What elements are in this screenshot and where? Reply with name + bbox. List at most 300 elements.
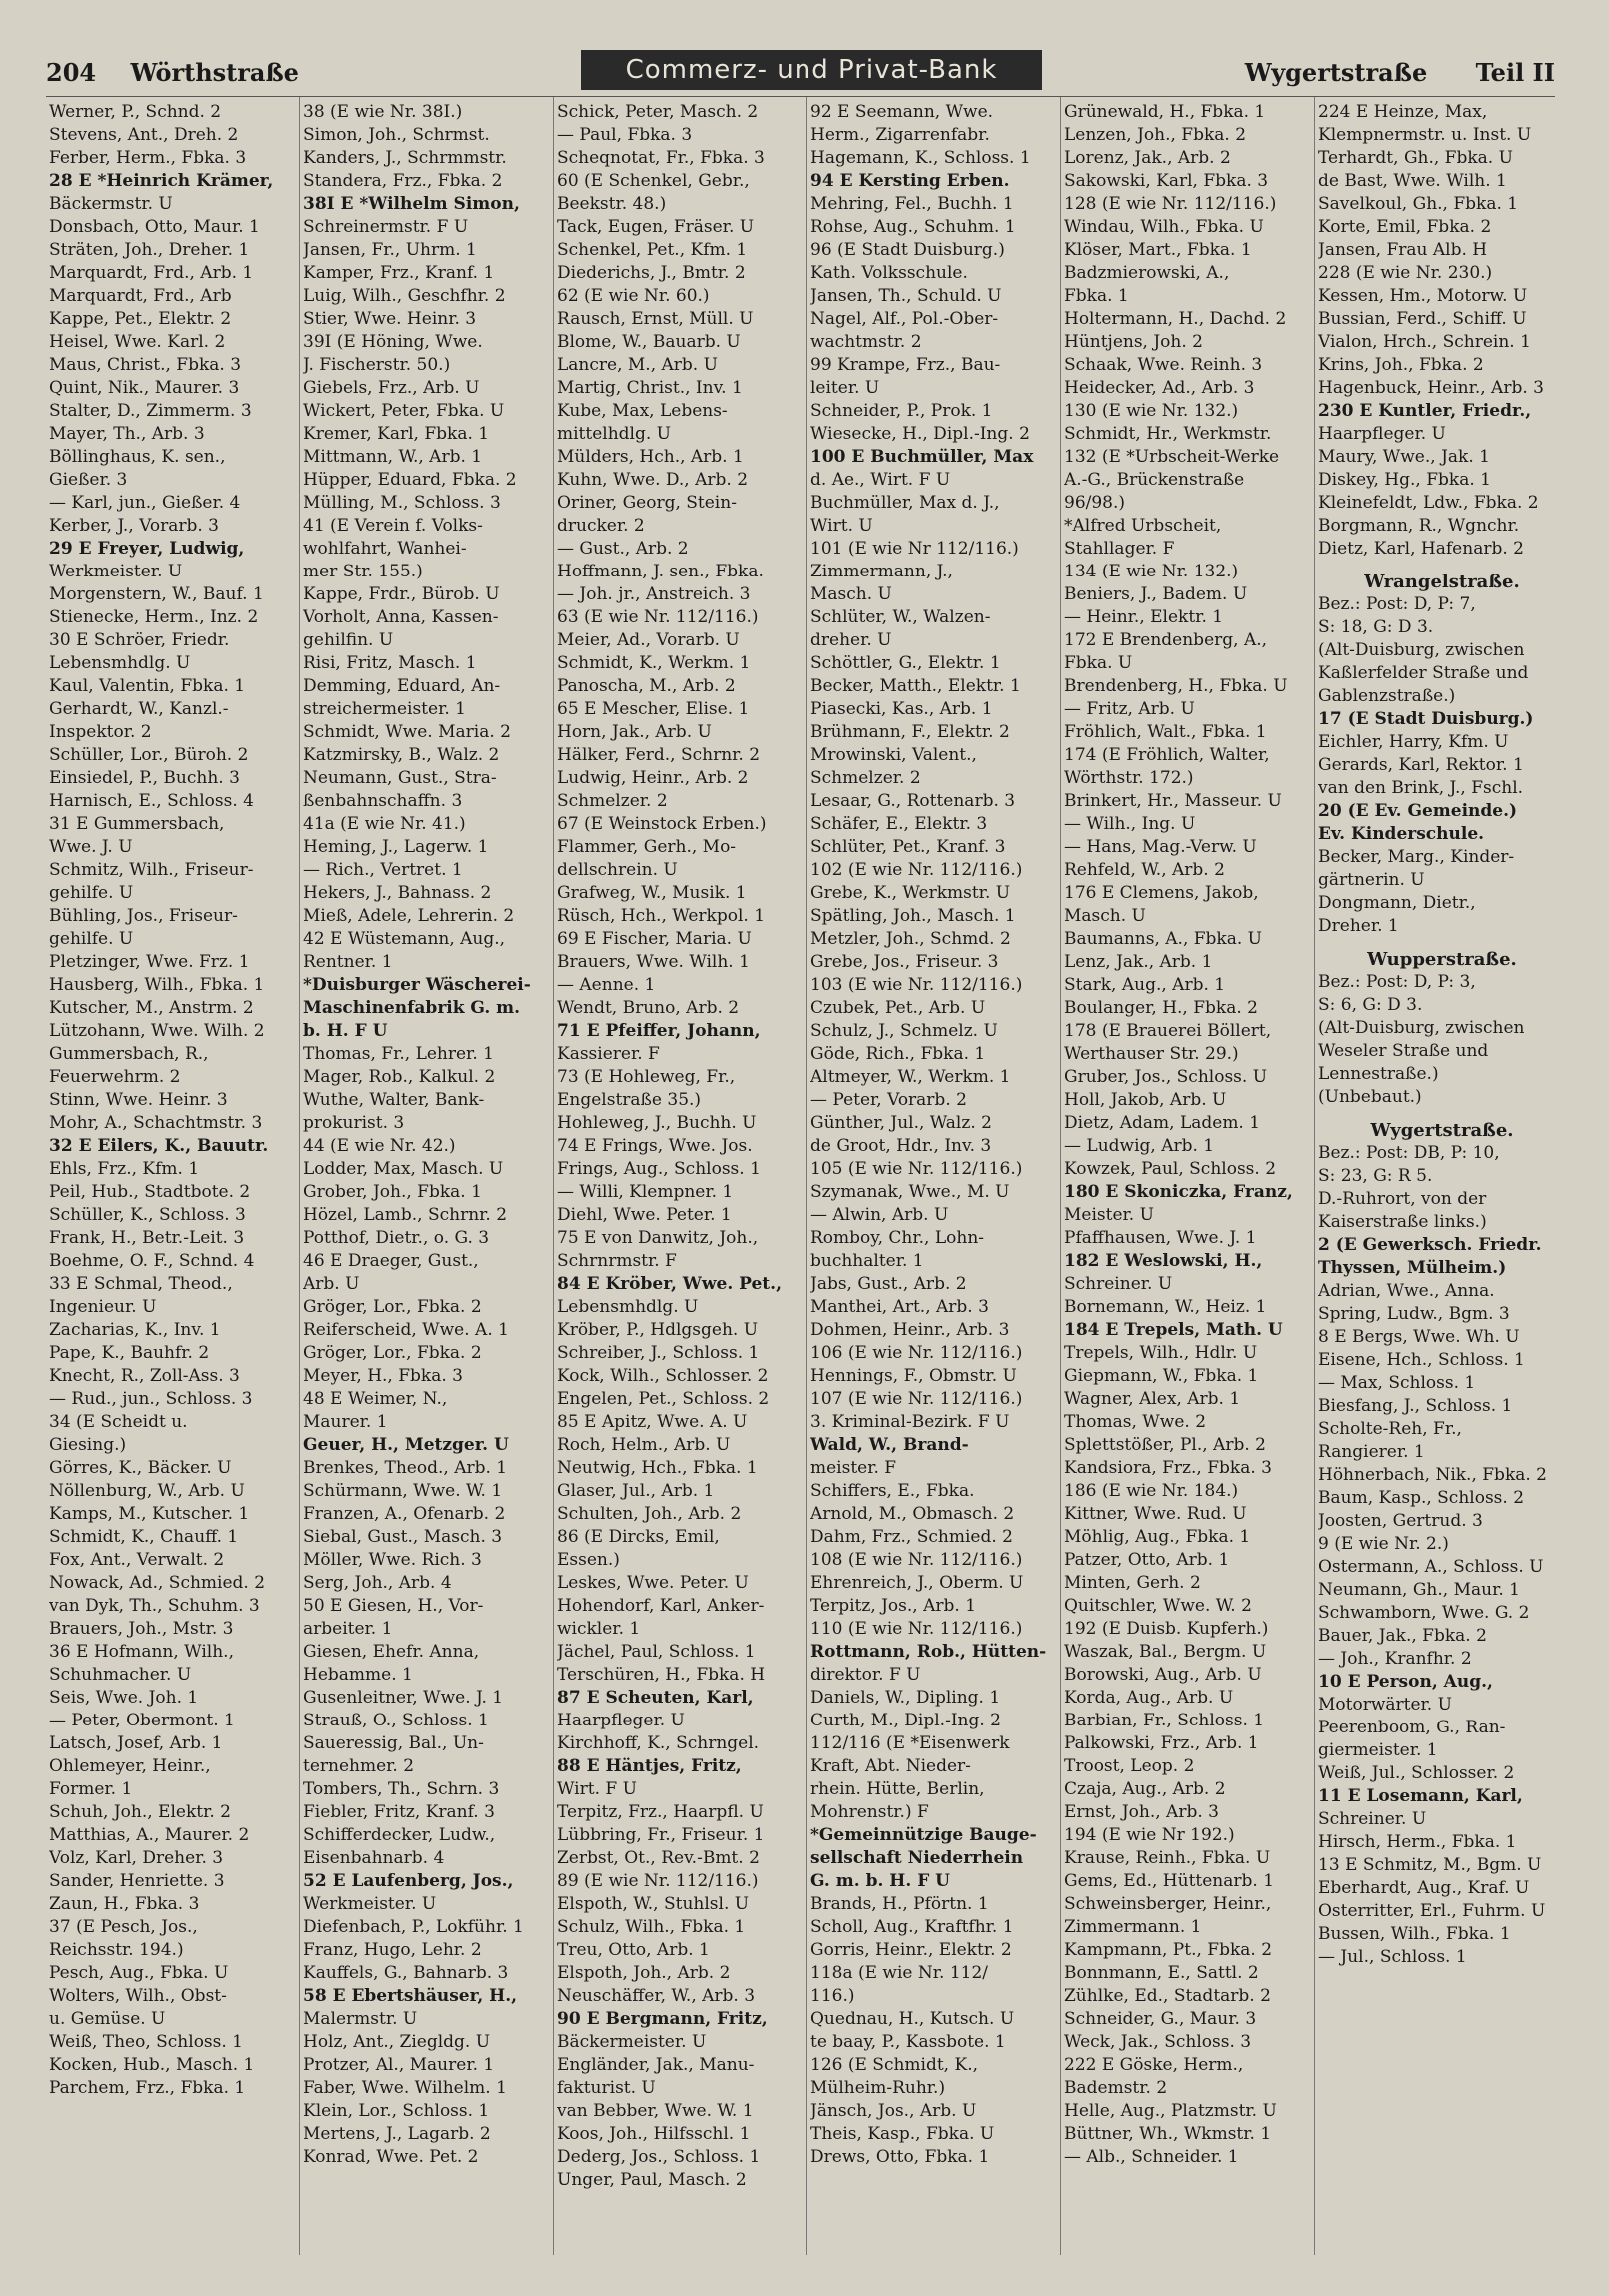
directory-entry: Giebels, Frz., Arb. U <box>303 378 480 398</box>
directory-entry: Czaja, Aug., Arb. 2 <box>1064 1779 1226 1799</box>
directory-entry: Maus, Christ., Fbka. 3 <box>49 355 242 375</box>
directory-entry: Korte, Emil, Fbka. 2 <box>1318 217 1492 237</box>
directory-entry: Schüller, K., Schloss. 3 <box>49 1205 246 1225</box>
directory-entry: giermeister. 1 <box>1318 1740 1438 1760</box>
directory-entry: Schmidt, K., Chauff. 1 <box>49 1527 239 1547</box>
directory-entry: Bez.: Post: DB, P: 10, <box>1318 1143 1500 1163</box>
directory-entry: — Aenne. 1 <box>557 975 656 995</box>
directory-entry: Mehring, Fel., Buchh. 1 <box>810 194 1014 214</box>
directory-entry: prokurist. 3 <box>303 1113 405 1133</box>
directory-entry: Bonnmann, E., Sattl. 2 <box>1064 1963 1259 1983</box>
directory-entry: b. H. F U <box>303 1021 388 1041</box>
directory-entry: Mertens, J., Lagarb. 2 <box>303 2124 491 2144</box>
directory-entry: Weck, Jak., Schloss. 3 <box>1064 2032 1252 2052</box>
directory-entry: te baay, P., Kassbote. 1 <box>810 2032 1006 2052</box>
directory-entry: 60 (E Schenkel, Gebr., <box>557 171 750 191</box>
directory-entry: Wolters, Wilh., Obst- <box>49 1986 227 2006</box>
directory-entry: Neumann, Gust., Stra- <box>303 768 497 788</box>
directory-entry: Peil, Hub., Stadtbote. 2 <box>49 1182 251 1202</box>
directory-entry: Thyssen, Mülheim.) <box>1318 1258 1507 1278</box>
directory-entry: 63 (E wie Nr. 112/116.) <box>557 607 759 627</box>
directory-entry: J. Fischerstr. 50.) <box>303 355 451 375</box>
directory-entry: Jansen, Th., Schuld. U <box>810 286 1002 306</box>
directory-columns <box>46 97 1569 2255</box>
directory-entry: Hirsch, Herm., Fbka. 1 <box>1318 1832 1517 1852</box>
directory-entry: 107 (E wie Nr. 112/116.) <box>810 1389 1023 1409</box>
directory-entry: 94 E Kersting Erben. <box>810 171 1010 191</box>
directory-entry: Gorris, Heinr., Elektr. 2 <box>810 1940 1012 1960</box>
directory-entry: Wagner, Alex, Arb. 1 <box>1064 1389 1241 1409</box>
directory-entry: Weiß, Jul., Schlosser. 2 <box>1318 1763 1515 1783</box>
directory-entry: — Alwin, Arb. U <box>810 1205 949 1225</box>
directory-entry: Stahllager. F <box>1064 539 1175 559</box>
directory-entry: Beniers, J., Badem. U <box>1064 584 1248 604</box>
directory-entry: *Gemeinnützige Bauge- <box>810 1825 1037 1845</box>
directory-entry: Unger, Paul, Masch. 2 <box>557 2170 747 2190</box>
directory-entry: Elspoth, W., Stuhlsl. U <box>557 1894 750 1914</box>
directory-entry: Kappe, Frdr., Bürob. U <box>303 584 500 604</box>
directory-entry: 42 E Wüstemann, Aug., <box>303 929 506 949</box>
directory-entry: Lancre, M., Arb. U <box>557 355 718 375</box>
directory-entry: Bussian, Ferd., Schiff. U <box>1318 309 1527 329</box>
directory-entry: Kamps, M., Kutscher. 1 <box>49 1504 250 1524</box>
directory-entry: — Heinr., Elektr. 1 <box>1064 607 1224 627</box>
directory-entry: Schmidt, Hr., Werkmstr. <box>1064 424 1272 444</box>
directory-entry: Pfaffhausen, Wwe. J. 1 <box>1064 1228 1257 1248</box>
directory-entry: Höhnerbach, Nik., Fbka. 2 <box>1318 1465 1548 1485</box>
directory-entry: 44 (E wie Nr. 42.) <box>303 1136 456 1156</box>
directory-entry: 20 (E Ev. Gemeinde.) <box>1318 801 1518 821</box>
directory-column <box>300 97 554 2255</box>
directory-entry: Brauers, Wwe. Wilh. 1 <box>557 952 750 972</box>
directory-entry: gehilfe. U <box>49 929 134 949</box>
directory-entry: *Alfred Urbscheit, <box>1064 516 1222 536</box>
directory-entry: — Alb., Schneider. 1 <box>1064 2147 1239 2167</box>
directory-entry: Harnisch, E., Schloss. 4 <box>49 791 254 811</box>
directory-entry: Holz, Ant., Ziegldg. U <box>303 2032 491 2052</box>
directory-entry: 103 (E wie Nr. 112/116.) <box>810 975 1023 995</box>
directory-entry: 186 (E wie Nr. 184.) <box>1064 1481 1239 1501</box>
directory-entry: Biesfang, J., Schloss. 1 <box>1318 1396 1513 1416</box>
directory-entry: Brands, H., Pförtn. 1 <box>810 1894 989 1914</box>
directory-entry: Pesch, Aug., Fbka. U <box>49 1963 229 1983</box>
directory-entry: Saueressig, Bal., Un- <box>303 1733 484 1753</box>
directory-entry: Quitschler, Wwe. W. 2 <box>1064 1596 1252 1616</box>
directory-entry: Schreiner. U <box>1064 1274 1173 1294</box>
directory-entry: 48 E Weimer, N., <box>303 1389 448 1409</box>
directory-entry: Stalter, D., Zimmerm. 3 <box>49 401 252 421</box>
directory-entry: 9 (E wie Nr. 2.) <box>1318 1534 1449 1554</box>
page-header <box>46 50 1555 97</box>
directory-entry: Kandsiora, Frz., Fbka. 3 <box>1064 1458 1272 1478</box>
directory-entry: Zaun, H., Fbka. 3 <box>49 1894 200 1914</box>
directory-entry: 17 (E Stadt Duisburg.) <box>1318 709 1534 729</box>
directory-entry: meister. F <box>810 1458 897 1478</box>
directory-entry: arbeiter. 1 <box>303 1619 393 1639</box>
directory-entry: 52 E Laufenberg, Jos., <box>303 1871 514 1891</box>
directory-entry: Ferber, Herm., Fbka. 3 <box>49 148 247 168</box>
directory-entry: Weseler Straße und <box>1318 1041 1489 1061</box>
directory-entry: Jansen, Fr., Uhrm. 1 <box>303 240 477 260</box>
directory-entry: Schmelzer. 2 <box>810 768 921 788</box>
directory-entry: Schreiber, J., Schloss. 1 <box>557 1343 760 1363</box>
directory-entry: Grafweg, W., Musik. 1 <box>557 883 747 903</box>
directory-entry: 172 E Brendenberg, A., <box>1064 630 1268 650</box>
directory-entry: 37 (E Pesch, Jos., <box>49 1917 198 1937</box>
directory-entry: Lebensmhdlg. U <box>49 653 191 673</box>
directory-entry: Lennestraße.) <box>1318 1064 1439 1084</box>
directory-entry: Mohrenstr.) F <box>810 1802 929 1822</box>
directory-entry: Martig, Christ., Inv. 1 <box>557 378 743 398</box>
directory-entry: Potthof, Dietr., o. G. 3 <box>303 1228 490 1248</box>
directory-entry: 89 (E wie Nr. 112/116.) <box>557 1871 759 1891</box>
directory-entry: Romboy, Chr., Lohn- <box>810 1228 985 1248</box>
directory-entry: Kraft, Abt. Nieder- <box>810 1756 971 1776</box>
directory-entry: 8 E Bergs, Wwe. Wh. U <box>1318 1327 1520 1347</box>
directory-entry: Baumanns, A., Fbka. U <box>1064 929 1262 949</box>
directory-entry: Wald, W., Brand- <box>810 1435 969 1455</box>
directory-entry: Terschüren, H., Fbka. H <box>557 1665 766 1685</box>
directory-entry: Patzer, Otto, Arb. 1 <box>1064 1550 1230 1570</box>
directory-entry: Holtermann, H., Dachd. 2 <box>1064 309 1287 329</box>
directory-entry: Daniels, W., Dipling. 1 <box>810 1688 1001 1708</box>
directory-entry: Lenzen, Joh., Fbka. 2 <box>1064 125 1247 145</box>
directory-entry: 2 (E Gewerksch. Friedr. <box>1318 1235 1542 1255</box>
directory-entry: Lübbring, Fr., Friseur. 1 <box>557 1825 765 1845</box>
directory-entry: Dongmann, Dietr., <box>1318 893 1476 913</box>
directory-entry: Neuschäffer, W., Arb. 3 <box>557 1986 756 2006</box>
directory-entry: Vialon, Hrch., Schrein. 1 <box>1318 332 1531 352</box>
directory-entry: Neumann, Gh., Maur. 1 <box>1318 1580 1520 1600</box>
directory-entry: Wwe. J. U <box>49 837 133 857</box>
directory-entry: Mittmann, W., Arb. 1 <box>303 447 483 467</box>
directory-entry: Schäfer, E., Elektr. 3 <box>810 814 988 834</box>
directory-entry: Bez.: Post: D, P: 7, <box>1318 594 1476 614</box>
directory-entry: gehilfin. U <box>303 630 394 650</box>
directory-entry: Schulz, J., Schmelz. U <box>810 1021 998 1041</box>
directory-entry: Former. 1 <box>49 1779 133 1799</box>
directory-entry: Arb. U <box>303 1274 360 1294</box>
directory-entry: Büttner, Wh., Wkmstr. 1 <box>1064 2124 1272 2144</box>
directory-entry: Weiß, Theo, Schloss. 1 <box>49 2032 243 2052</box>
directory-entry: — Wilh., Ing. U <box>1064 814 1196 834</box>
directory-entry: 36 E Hofmann, Wilh., <box>49 1642 234 1662</box>
directory-entry: 38I E *Wilhelm Simon, <box>303 194 520 214</box>
directory-entry: Arnold, M., Obmasch. 2 <box>810 1504 1015 1524</box>
directory-entry: Scheqnotat, Fr., Fbka. 3 <box>557 148 765 168</box>
directory-entry: Mrowinski, Valent., <box>810 745 977 765</box>
directory-entry: Dahm, Frz., Schmied. 2 <box>810 1527 1013 1547</box>
directory-entry: Kirchhoff, K., Schrngel. <box>557 1733 760 1753</box>
directory-entry: — Joh. jr., Anstreich. 3 <box>557 584 751 604</box>
directory-entry: Pletzinger, Wwe. Frz. 1 <box>49 952 250 972</box>
directory-entry: Blome, W., Bauarb. U <box>557 332 741 352</box>
directory-entry: Maschinenfabrik G. m. <box>303 998 521 1018</box>
directory-entry: Becker, Marg., Kinder- <box>1318 847 1515 867</box>
directory-entry: Krins, Joh., Fbka. 2 <box>1318 355 1484 375</box>
directory-entry: Werner, P., Schnd. 2 <box>49 102 222 122</box>
directory-entry: Parchem, Frz., Fbka. 1 <box>49 2078 246 2098</box>
directory-entry: Lodder, Max, Masch. U <box>303 1159 504 1179</box>
directory-entry: 87 E Scheuten, Karl, <box>557 1688 754 1708</box>
directory-entry: (Alt-Duisburg, zwischen <box>1318 1018 1525 1038</box>
header-right <box>1245 58 1555 87</box>
directory-entry: Kocken, Hub., Masch. 1 <box>49 2055 255 2075</box>
directory-entry: Metzler, Joh., Schmd. 2 <box>810 929 1011 949</box>
directory-entry: Kampmann, Pt., Fbka. 2 <box>1064 1940 1273 1960</box>
directory-entry: Kutscher, M., Anstrm. 2 <box>49 998 254 1018</box>
directory-entry: Gerards, Karl, Rektor. 1 <box>1318 755 1524 775</box>
directory-entry: Schneider, P., Prok. 1 <box>810 401 993 421</box>
directory-entry: Hausberg, Wilh., Fbka. 1 <box>49 975 265 995</box>
directory-entry: Mieß, Adele, Lehrerin. 2 <box>303 906 515 926</box>
directory-entry: 126 (E Schmidt, K., <box>810 2055 978 2075</box>
directory-entry: Schreiner. U <box>1318 1809 1427 1829</box>
directory-entry: Eberhardt, Aug., Kraf. U <box>1318 1878 1530 1898</box>
directory-entry: — Ludwig, Arb. 1 <box>1064 1136 1215 1156</box>
directory-entry: Heisel, Wwe. Karl. 2 <box>49 332 226 352</box>
directory-entry: Thomas, Wwe. 2 <box>1064 1412 1207 1432</box>
directory-entry: — Joh., Kranfhr. 2 <box>1318 1649 1472 1669</box>
directory-entry: Herm., Zigarrenfabr. <box>810 125 990 145</box>
directory-entry: streichermeister. 1 <box>303 699 466 719</box>
directory-entry: Fox, Ant., Verwalt. 2 <box>49 1550 225 1570</box>
directory-entry: Zacharias, K., Inv. 1 <box>49 1320 221 1340</box>
directory-entry: Fröhlich, Walt., Fbka. 1 <box>1064 722 1267 742</box>
directory-entry: Schürmann, Wwe. W. 1 <box>303 1481 503 1501</box>
directory-entry: wachtmstr. 2 <box>810 332 922 352</box>
directory-entry: 178 (E Brauerei Böllert, <box>1064 1021 1272 1041</box>
directory-entry: wickler. 1 <box>557 1619 641 1639</box>
directory-entry: Kittner, Wwe. Rud. U <box>1064 1504 1247 1524</box>
directory-entry: Oriner, Georg, Stein- <box>557 493 737 513</box>
directory-entry: Masch. U <box>810 584 892 604</box>
directory-entry: Rehfeld, W., Arb. 2 <box>1064 860 1225 880</box>
directory-entry: Dietz, Karl, Hafenarb. 2 <box>1318 539 1524 559</box>
directory-entry: Schmitz, Wilh., Friseur- <box>49 860 254 880</box>
directory-entry: Werthauser Str. 29.) <box>1064 1044 1239 1064</box>
directory-entry: Gruber, Jos., Schloss. U <box>1064 1067 1268 1087</box>
directory-entry: Engländer, Jak., Manu- <box>557 2055 755 2075</box>
directory-entry: 33 E Schmal, Theod., <box>49 1274 233 1294</box>
directory-entry: 118a (E wie Nr. 112/ <box>810 1963 989 1983</box>
directory-entry: Knecht, R., Zoll-Ass. 3 <box>49 1366 240 1386</box>
directory-entry: Schulten, Joh., Arb. 2 <box>557 1504 742 1524</box>
directory-entry: Ludwig, Heinr., Arb. 2 <box>557 768 749 788</box>
directory-entry: Curth, M., Dipl.-Ing. 2 <box>810 1711 1001 1730</box>
directory-entry: Jabs, Gust., Arb. 2 <box>810 1274 967 1294</box>
directory-entry: Gablenzstraße.) <box>1318 686 1456 706</box>
directory-entry: Hüntjens, Joh. 2 <box>1064 332 1203 352</box>
directory-entry: drucker. 2 <box>557 516 645 536</box>
directory-entry: sellschaft Niederrhein <box>810 1848 1024 1868</box>
directory-entry: van Bebber, Wwe. W. 1 <box>557 2101 754 2121</box>
directory-entry: 41a (E wie Nr. 41.) <box>303 814 466 834</box>
directory-entry: Schneider, G., Maur. 3 <box>1064 2009 1257 2029</box>
directory-entry: gärtnerin. U <box>1318 870 1425 890</box>
directory-entry: — Max, Schloss. 1 <box>1318 1373 1476 1393</box>
directory-entry: Faber, Wwe. Wilhelm. 1 <box>303 2078 507 2098</box>
directory-entry: Hekers, J., Bahnass. 2 <box>303 883 492 903</box>
directory-entry: Konrad, Wwe. Pet. 2 <box>303 2147 479 2167</box>
directory-entry: Schmidt, K., Werkm. 1 <box>557 653 751 673</box>
directory-entry: Trepels, Wilh., Hdlr. U <box>1064 1343 1258 1363</box>
directory-entry: Maury, Wwe., Jak. 1 <box>1318 447 1490 467</box>
directory-entry: 62 (E wie Nr. 60.) <box>557 286 710 306</box>
directory-entry: Essen.) <box>557 1550 620 1570</box>
directory-entry: Terpitz, Frz., Haarpfl. U <box>557 1802 764 1822</box>
directory-entry: Kröber, P., Hdlgsgeh. U <box>557 1320 759 1340</box>
directory-entry: Splettstößer, Pl., Arb. 2 <box>1064 1435 1266 1455</box>
directory-entry: *Duisburger Wäscherei- <box>303 975 531 995</box>
street-heading: Wrangelstraße. <box>1364 572 1520 592</box>
directory-entry: Bademstr. 2 <box>1064 2078 1168 2098</box>
directory-entry: 10 E Person, Aug., <box>1318 1672 1493 1692</box>
directory-entry: 224 E Heinze, Max, <box>1318 102 1488 122</box>
directory-entry: Kaul, Valentin, Fbka. 1 <box>49 676 246 696</box>
directory-entry: 39I (E Höning, Wwe. <box>303 332 483 352</box>
directory-entry: Buchmüller, Max d. J., <box>810 493 1000 513</box>
directory-entry: 29 E Freyer, Ludwig, <box>49 539 245 559</box>
directory-entry: Meyer, H., Fbka. 3 <box>303 1366 463 1386</box>
directory-entry: mer Str. 155.) <box>303 562 423 581</box>
directory-entry: Gröger, Lor., Fbka. 2 <box>303 1343 482 1363</box>
directory-entry: Nöllenburg, W., Arb. U <box>49 1481 245 1501</box>
directory-entry: 71 E Pfeiffer, Johann, <box>557 1021 761 1041</box>
directory-entry: Mager, Rob., Kalkul. 2 <box>303 1067 496 1087</box>
directory-entry: Lützohann, Wwe. Wilh. 2 <box>49 1021 265 1041</box>
directory-entry: 75 E von Danwitz, Joh., <box>557 1228 759 1248</box>
directory-entry: Zimmermann, J., <box>810 562 953 581</box>
directory-entry: Ehls, Frz., Kfm. 1 <box>49 1159 200 1179</box>
directory-entry: Minten, Gerh. 2 <box>1064 1573 1201 1593</box>
directory-entry: S: 18, G: D 3. <box>1318 617 1434 637</box>
directory-column <box>807 97 1061 2255</box>
directory-entry: Ostermann, A., Schloss. U <box>1318 1557 1544 1577</box>
directory-entry: Pape, K., Bauhfr. 2 <box>49 1343 210 1363</box>
directory-entry: 32 E Eilers, K., Bauutr. <box>49 1136 269 1156</box>
directory-entry: S: 6, G: D 3. <box>1318 995 1423 1015</box>
directory-entry: 73 (E Hohleweg, Fr., <box>557 1067 736 1087</box>
directory-entry: Sander, Henriette. 3 <box>49 1871 225 1891</box>
directory-entry: Tombers, Th., Schrn. 3 <box>303 1779 500 1799</box>
directory-entry: Glaser, Jul., Arb. 1 <box>557 1481 715 1501</box>
directory-entry: Tack, Eugen, Fräser. U <box>557 217 755 237</box>
directory-entry: Schmidt, Wwe. Maria. 2 <box>303 722 511 742</box>
directory-entry: Mülling, M., Schloss. 3 <box>303 493 501 513</box>
directory-entry: 222 E Göske, Herm., <box>1064 2055 1244 2075</box>
directory-entry: Werkmeister. U <box>303 1894 437 1914</box>
directory-entry: Neutwig, Hch., Fbka. 1 <box>557 1458 758 1478</box>
directory-entry: Marquardt, Frd., Arb. 1 <box>49 263 254 283</box>
directory-entry: Peerenboom, G., Ran- <box>1318 1718 1506 1737</box>
directory-entry: — Gust., Arb. 2 <box>557 539 689 559</box>
directory-entry: Helle, Aug., Platzmstr. U <box>1064 2101 1277 2121</box>
directory-entry: de Groot, Hdr., Inv. 3 <box>810 1136 992 1156</box>
directory-entry: 102 (E wie Nr. 112/116.) <box>810 860 1023 880</box>
directory-entry: 28 E *Heinrich Krämer, <box>49 171 274 191</box>
directory-entry: Maurer. 1 <box>303 1412 388 1432</box>
directory-entry: Altmeyer, W., Werkm. 1 <box>810 1067 1011 1087</box>
directory-entry: Zerbst, Ot., Rev.-Bmt. 2 <box>557 1848 760 1868</box>
directory-entry: Kappe, Pet., Elektr. 2 <box>49 309 232 329</box>
directory-entry: Koos, Joh., Hilfsschl. 1 <box>557 2124 751 2144</box>
directory-entry: Gießer. 3 <box>49 470 128 490</box>
directory-entry: Brinkert, Hr., Masseur. U <box>1064 791 1282 811</box>
directory-entry: — Fritz, Arb. U <box>1064 699 1195 719</box>
directory-entry: ßenbahnschaffn. 3 <box>303 791 463 811</box>
directory-entry: Boehme, O. F., Schnd. 4 <box>49 1251 255 1271</box>
directory-entry: Bäckermstr. U <box>49 194 173 214</box>
directory-entry: Schlüter, W., Walzen- <box>810 607 991 627</box>
directory-entry: Jansen, Frau Alb. H <box>1318 240 1488 260</box>
directory-entry: Schrnrmstr. F <box>557 1251 677 1271</box>
directory-entry: Rohse, Aug., Schuhm. 1 <box>810 217 1016 237</box>
directory-entry: Donsbach, Otto, Maur. 1 <box>49 217 260 237</box>
directory-entry: — Peter, Vorarb. 2 <box>810 1090 967 1110</box>
directory-entry: 58 E Ebertshäuser, H., <box>303 1986 518 2006</box>
directory-entry: de Bast, Wwe. Wilh. 1 <box>1318 171 1507 191</box>
directory-entry: (Unbebaut.) <box>1318 1087 1422 1107</box>
directory-entry: 67 (E Weinstock Erben.) <box>557 814 767 834</box>
directory-entry: 86 (E Dircks, Emil, <box>557 1527 720 1547</box>
directory-entry: van Dyk, Th., Schuhm. 3 <box>49 1596 260 1616</box>
directory-entry: Klempnermstr. u. Inst. U <box>1318 125 1532 145</box>
directory-entry: Schiffers, E., Fbka. <box>810 1481 975 1501</box>
directory-entry: Horn, Jak., Arb. U <box>557 722 712 742</box>
directory-entry: Latsch, Josef, Arb. 1 <box>49 1733 223 1753</box>
directory-entry: Matthias, A., Maurer. 2 <box>49 1825 250 1845</box>
directory-entry: ternehmer. 2 <box>303 1756 415 1776</box>
directory-entry: — Willi, Klempner. 1 <box>557 1182 734 1202</box>
directory-entry: Einsiedel, P., Buchh. 3 <box>49 768 240 788</box>
directory-entry: Ehrenreich, J., Oberm. U <box>810 1573 1024 1593</box>
directory-entry: Grober, Joh., Fbka. 1 <box>303 1182 482 1202</box>
directory-entry: Waszak, Bal., Bergm. U <box>1064 1642 1267 1662</box>
directory-entry: mittelhdlg. U <box>557 424 672 444</box>
directory-entry: Bez.: Post: D, P: 3, <box>1318 972 1476 992</box>
directory-entry: Serg, Joh., Arb. 4 <box>303 1573 452 1593</box>
directory-entry: Giesen, Ehefr. Anna, <box>303 1642 480 1662</box>
directory-entry: Eisenbahnarb. 4 <box>303 1848 445 1868</box>
directory-entry: Scholte-Reh, Fr., <box>1318 1419 1462 1439</box>
directory-entry: Jächel, Paul, Schloss. 1 <box>557 1642 756 1662</box>
directory-entry: 108 (E wie Nr. 112/116.) <box>810 1550 1023 1570</box>
directory-entry: Beekstr. 48.) <box>557 194 667 214</box>
directory-entry: Nagel, Alf., Pol.-Ober- <box>810 309 999 329</box>
directory-entry: Hagemann, K., Schloss. 1 <box>810 148 1031 168</box>
directory-entry: Kleinefeldt, Ldw., Fbka. 2 <box>1318 493 1539 513</box>
directory-entry: Volz, Karl, Dreher. 3 <box>49 1848 224 1868</box>
directory-entry: Treu, Otto, Arb. 1 <box>557 1940 710 1960</box>
directory-entry: Wickert, Peter, Fbka. U <box>303 401 505 421</box>
directory-entry: Masch. U <box>1064 906 1146 926</box>
street-heading: Wupperstraße. <box>1367 949 1517 970</box>
directory-entry: 92 E Seemann, Wwe. <box>810 102 994 122</box>
directory-entry: 110 (E wie Nr. 112/116.) <box>810 1619 1023 1639</box>
directory-entry: 184 E Trepels, Math. U <box>1064 1320 1283 1340</box>
directory-entry: Terhardt, Gh., Fbka. U <box>1318 148 1513 168</box>
directory-entry: Schifferdecker, Ludw., <box>303 1825 496 1845</box>
directory-entry: Fbka. 1 <box>1064 286 1129 306</box>
directory-entry: Becker, Matth., Elektr. 1 <box>810 676 1021 696</box>
directory-entry: 38 (E wie Nr. 38I.) <box>303 102 463 122</box>
directory-entry: Scholl, Aug., Kraftfhr. 1 <box>810 1917 1014 1937</box>
directory-entry: Haarpfleger. U <box>557 1711 685 1730</box>
directory-entry: 34 (E Scheidt u. <box>49 1412 188 1432</box>
directory-entry: 13 E Schmitz, M., Bgm. U <box>1318 1855 1542 1875</box>
directory-entry: u. Gemüse. U <box>49 2009 166 2029</box>
